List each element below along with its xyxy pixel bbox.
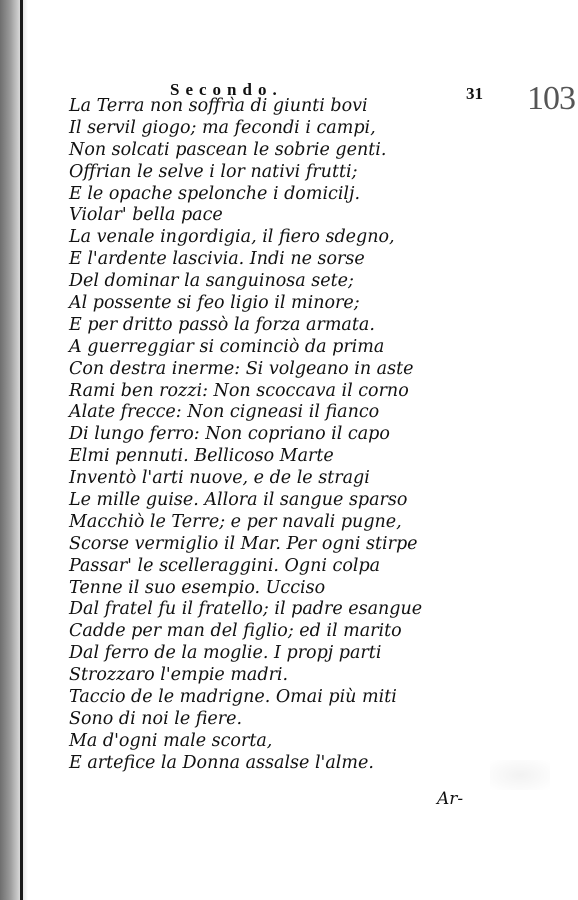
verse-line: Ma d'ogni male scorta, — [69, 730, 273, 751]
verse-line: A guerreggiar si cominciò da prima — [69, 336, 385, 357]
verse-line: La Terra non soffrìa di giunti bovi — [69, 96, 368, 116]
verse-line: E per dritto passò la forza armata. — [69, 314, 375, 335]
verse-line: Sono di noi le fiere. — [69, 708, 243, 729]
verse-line: E l'ardente lascivia. Indi ne sorse — [69, 249, 365, 270]
verse-line: Con destra inerme: Si volgeano in aste — [69, 358, 414, 379]
binding-fold-line — [20, 0, 23, 900]
verse-line: Passar' le scelleraggini. Ogni colpa — [69, 555, 381, 576]
verse-line: Elmi pennuti. Bellicoso Marte — [69, 446, 334, 467]
verse-line: Le mille guise. Allora il sangue sparso — [69, 490, 408, 511]
poem-verses — [69, 96, 422, 775]
verse-line: Inventò l'arti nuove, e de le stragi — [69, 468, 370, 489]
verse-line: Strozzaro l'empie madri. — [69, 665, 289, 686]
running-header: Secondo. — [170, 80, 283, 99]
verse-line: La venale ingordigia, il fiero sdegno, — [69, 227, 395, 248]
verse-line: Tenne il suo esempio. Ucciso — [69, 577, 326, 598]
catchword: Ar- — [437, 789, 464, 809]
verse-line: Di lungo ferro: Non copriano il capo — [69, 424, 390, 445]
verse-line: Del dominar la sanguinosa sete; — [69, 271, 354, 292]
book-binding-edge — [0, 0, 28, 900]
verse-line: E le opache spelonche i domicilj. — [69, 183, 361, 204]
verse-line: Offrian le selve i lor nativi frutti; — [69, 161, 358, 182]
verse-line: Cadde per man del figlio; ed il marito — [69, 621, 402, 642]
verse-line: Al possente si feo ligio il minore; — [69, 293, 360, 314]
handwritten-folio-number: 103 — [527, 80, 575, 117]
page-number: 31 — [466, 84, 483, 103]
verse-line: Taccio de le madrigne. Omai più miti — [69, 687, 397, 708]
verse-line: Dal fratel fu il fratello; il padre esangue — [69, 599, 423, 620]
verse-line: Macchiò le Terre; e per navali pugne, — [69, 511, 402, 532]
verse-line: E artefice la Donna assalse l'alme. — [69, 752, 374, 773]
verse-line: Rami ben rozzi: Non scoccava il corno — [69, 380, 409, 401]
verse-line: Dal ferro de la moglie. I propj parti — [69, 643, 382, 664]
verse-line: Non solcati pascean le sobrie genti. — [69, 139, 387, 160]
paper-smudge — [490, 760, 550, 790]
verse-line: Alate frecce: Non cigneasi il fianco — [69, 402, 380, 423]
verse-line: Scorse vermiglio il Mar. Per ogni stirpe — [69, 533, 418, 554]
verse-line: Il servil giogo; ma fecondi i campi, — [69, 117, 376, 138]
verse-line: Violar' bella pace — [69, 205, 223, 226]
